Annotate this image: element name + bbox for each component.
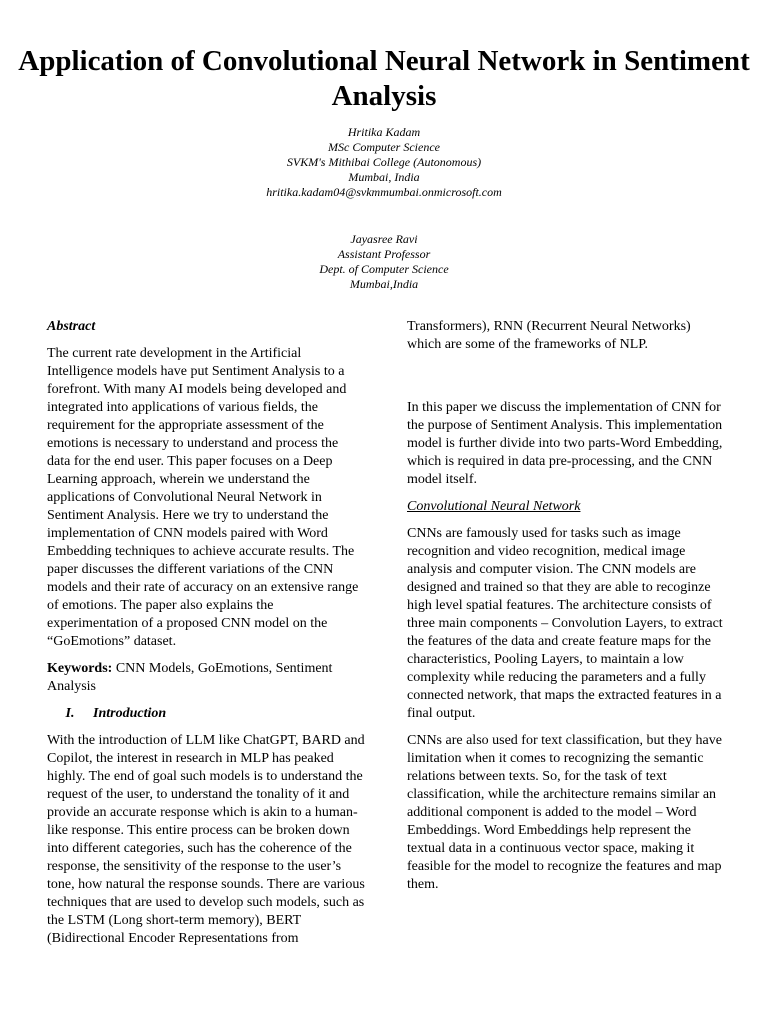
author-block-1 [0,125,768,200]
paper-title: Application of Convolutional Neural Network in Sentiment Analysis [18,45,750,112]
introduction-paragraph-1-overflow: Transformers), RNN (Recurrent Neural Networks) which are some of the frameworks of NLP. [407,319,691,352]
keywords [47,660,365,696]
abstract-heading: Abstract [47,319,96,334]
left-column [47,318,365,948]
author-role: MSc Computer Science [328,140,440,154]
cnn-subheading: Convolutional Neural Network [407,499,581,514]
author-name: Jayasree Ravi [350,232,418,246]
keywords-label: Keywords: [47,661,113,676]
cnn-paragraph-1: CNNs are famously used for tasks such as image recognition and video recognition, medical image analysis and computer vision. The CNN models are designed and trained so that they are able to recoginze high level spatial features. The architecture consists of three main components – Convolution Layers, to extract the features of the data and create feature maps for the characteristics, Pooling Layers, to maintain a low complexity while reducing the parameters and a fully connected network, that maps the extracted features in a final output. [407,526,723,721]
author-name: Hritika Kadam [347,125,421,139]
section-number: I. [65,706,75,721]
right-column [407,318,727,903]
author-org: SVKM's Mithibai College (Autonomous) [286,155,482,169]
introduction-paragraph-2: In this paper we discuss the implementation of CNN for the purpose of Sentiment Analysis. This implementation model is further divide into two parts-Word Embedding, which is required in data pre-processing, and the CNN model itself. [407,400,723,487]
author-email: hritika.kadam04@svkmmumbai.onmicrosoft.com [266,185,502,199]
introduction-paragraph-1-continued [407,318,727,390]
author-role: Assistant Professor [337,247,431,261]
author-block-2 [0,232,768,292]
cnn-paragraph-2: CNNs are also used for text classification, but they have limitation when it comes to recognizing the semantic relations between texts. So, for the task of text classification, while the architecture remains similar an additional component is added to the model – Word Embeddings. Word Embeddings help represent the textual data in a continuous vector space, making it feasible for the model to recognize the features and map them. [407,733,722,892]
keywords-text: CNN Models, GoEmotions, Sentiment Analysis [47,661,333,694]
introduction-paragraph-1: With the introduction of LLM like ChatGPT, BARD and Copilot, the interest in research in MLP has peaked highly. The end of goal such models is to understand the request of the user, to understand the tonality of it and provide an accurate response which is akin to a human-like response. This entire process can be broken down into different categories, such has the coherence of the response, the sensitivity of the response to the user’s tone, how natural the response sounds. There are various techniques that are used to develop such models, such as the LSTM (Long short-term memory), BERT (Bidirectional Encoder Representations from [47,733,365,946]
section-title: Introduction [93,706,167,721]
introduction-heading [47,705,365,723]
author-location: Mumbai, India [348,170,420,184]
author-location: Mumbai,India [349,277,419,291]
author-org: Dept. of Computer Science [319,262,449,276]
abstract-text: The current rate development in the Artificial Intelligence models have put Sentiment Analysis to a forefront. With many AI models being developed and integrated into applications of various fields, the requirement for the appropriate assessment of the emotions is necessary to understand and process the data for the end user. This paper focuses on a Deep Learning approach, wherein we understand the applications of Convolutional Neural Network in Sentiment Analysis. Here we try to understand the implementation of CNN models paired with Word Embedding techniques to achieve accurate results. The paper discusses the different variations of the CNN models and their rate of accuracy on an extensive range of emotions. The paper also explains the experimentation of a proposed CNN model on the “GoEmotions” dataset. [47,346,359,649]
